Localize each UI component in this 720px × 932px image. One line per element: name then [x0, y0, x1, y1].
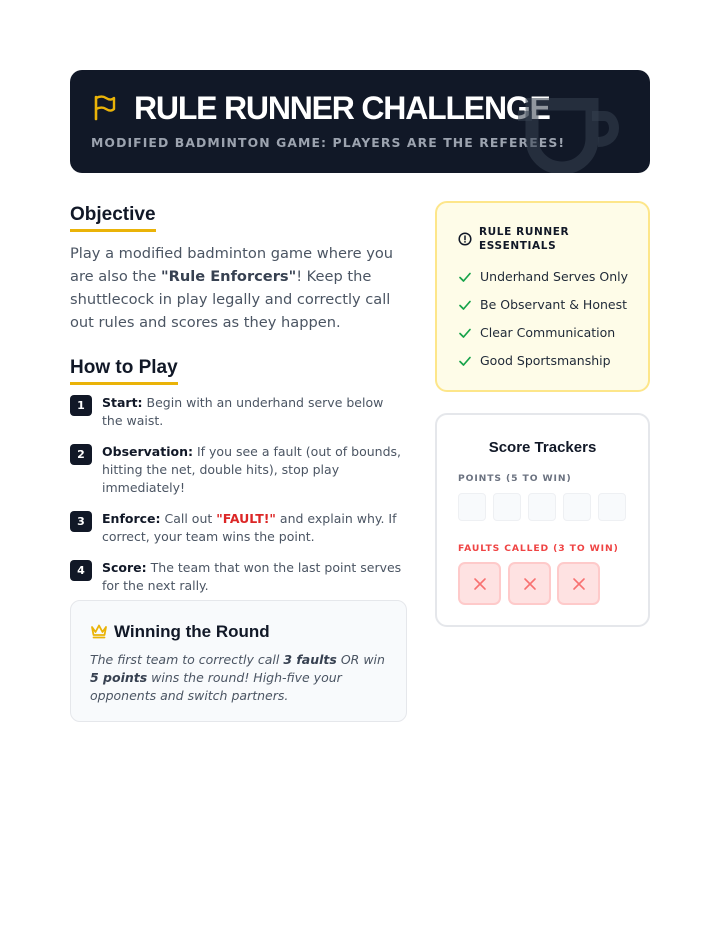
fault-box[interactable] — [458, 562, 501, 605]
list-item — [458, 325, 615, 340]
step-number: 3 — [70, 511, 92, 532]
list-item — [458, 353, 611, 368]
crown-icon — [90, 623, 108, 639]
list-item — [458, 297, 627, 312]
step-number: 2 — [70, 444, 92, 465]
check-icon — [458, 299, 472, 311]
essentials-card — [435, 201, 650, 392]
step-text: Enforce: Call out "FAULT!" and explain why. If correct, your team wins the point. — [102, 511, 397, 544]
points-label: POINTS (5 TO WIN) — [458, 473, 572, 484]
fault-box[interactable] — [557, 562, 600, 605]
flag-icon — [92, 95, 116, 121]
how-to-play-heading: How to Play — [70, 357, 178, 385]
steps-list — [70, 394, 406, 608]
x-icon — [523, 577, 537, 591]
list-item — [70, 394, 406, 430]
list-item — [458, 269, 628, 284]
step-text: Score: The team that won the last point serves for the next rally. — [102, 560, 402, 593]
point-box[interactable] — [528, 493, 556, 521]
x-icon — [473, 577, 487, 591]
step-text: Start: Begin with an underhand serve below the waist. — [102, 395, 384, 428]
check-icon — [458, 327, 472, 339]
essential-item-label: Underhand Serves Only — [480, 269, 628, 284]
faults-label: FAULTS CALLED (3 TO WIN) — [458, 543, 619, 554]
step-text: Observation: If you see a fault (out of bounds, hitting the net, double hits), stop play immediately! — [102, 444, 401, 495]
point-box[interactable] — [563, 493, 591, 521]
x-icon — [572, 577, 586, 591]
essentials-title: RULE RUNNER ESSENTIALS — [479, 226, 570, 252]
page-subtitle: MODIFIED BADMINTON GAME: PLAYERS ARE THE REFEREES! — [91, 135, 566, 150]
score-trackers-card — [435, 413, 650, 627]
essential-item-label: Good Sportsmanship — [480, 353, 611, 368]
step-number: 4 — [70, 560, 92, 581]
essential-item-label: Clear Communication — [480, 325, 616, 340]
winning-round-text: The first team to correctly call 3 faults OR win 5 points wins the round! High-five your opponents and switch partners. — [90, 652, 385, 703]
point-box[interactable] — [598, 493, 626, 521]
list-item — [70, 443, 406, 497]
check-icon — [458, 271, 472, 283]
step-number: 1 — [70, 395, 92, 416]
winning-round-card — [70, 600, 407, 722]
objective-heading: Objective — [70, 204, 156, 232]
winning-round-title: Winning the Round — [114, 622, 270, 641]
objective-text: Play a modified badminton game where you are also the "Rule Enforcers"! Keep the shuttlecock in play legally and correctly call out rules and scores as they happen. — [70, 245, 394, 331]
point-box[interactable] — [493, 493, 521, 521]
alert-circle-icon — [458, 232, 472, 246]
list-item — [70, 510, 406, 546]
score-trackers-title: Score Trackers — [488, 439, 597, 456]
check-icon — [458, 355, 472, 367]
trophy-cup-icon — [510, 98, 620, 173]
fault-box[interactable] — [508, 562, 551, 605]
page-title: RULE RUNNER CHALLENGE — [134, 90, 550, 126]
header-banner — [70, 70, 650, 173]
essential-item-label: Be Observant & Honest — [480, 297, 628, 312]
point-box[interactable] — [458, 493, 486, 521]
list-item — [70, 559, 406, 595]
